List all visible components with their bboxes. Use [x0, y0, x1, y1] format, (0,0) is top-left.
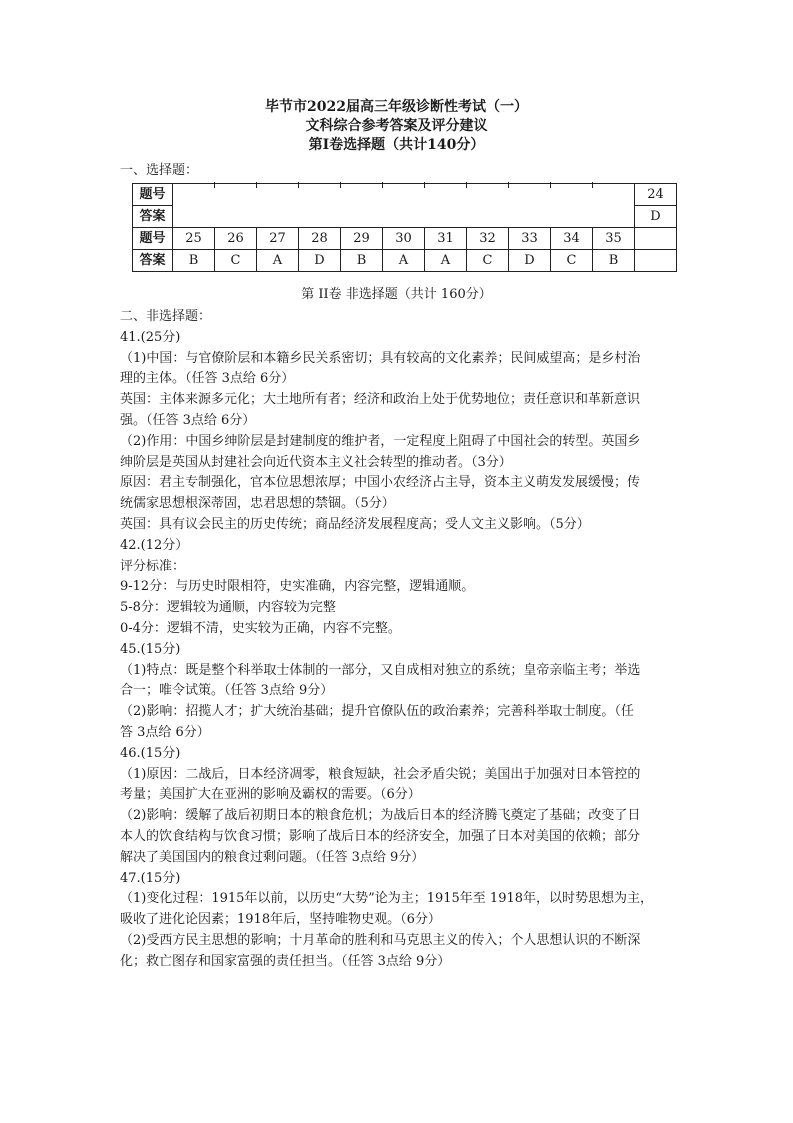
text-line: （1)特点：既是整个科举取士体制的一部分，又自成相对独立的系统；皇帝亲临主考；举选 — [120, 662, 641, 678]
question-number: 30 — [383, 228, 425, 250]
tick-mark — [592, 182, 593, 188]
row-label-question: 题号 — [133, 228, 173, 250]
tick-mark — [466, 182, 467, 188]
text-line: 英国：主体来源多元化；大土地所有者；经济和政治上处于优势地位；责任意识和革新意识 — [120, 392, 641, 408]
table-row — [133, 206, 677, 228]
tick-mark — [256, 182, 257, 188]
question-number: 34 — [551, 228, 593, 250]
text-line: 42.(12分） — [120, 537, 189, 553]
question-number: 28 — [299, 228, 341, 250]
text-line: 0-4分：逻辑不清，史实较为正确，内容不完整。 — [120, 620, 401, 636]
text-line: 45.(15分) — [120, 641, 181, 657]
text-line: （2)受西方民主思想的影响；十月革命的胜利和马克思主义的传入；个人思想认识的不断深 — [120, 932, 641, 948]
answer-cell: C — [551, 250, 593, 272]
row-label-question: 题号 — [133, 184, 173, 206]
text-line: （2)作用：中国乡绅阶层是封建制度的维护者，一定程度上阻碍了中国社会的转型。英国乡 — [120, 433, 641, 449]
text-line: （2)影响：缓解了战后初期日本的粮食危机；为战后日本的经济腾飞奠定了基础；改变了日 — [120, 808, 641, 824]
question-number: 35 — [593, 228, 635, 250]
blank-cell — [173, 206, 635, 228]
table-row — [133, 228, 677, 250]
text-line: 9-12分：与历史时限相符，史实准确，内容完整，逻辑通顺。 — [120, 579, 475, 595]
text-line: （1)中国：与官僚阶层和本籍乡民关系密切；具有较高的文化素养；民间威望高；是乡村治 — [120, 350, 641, 366]
text-line: 47.(15分) — [120, 870, 181, 886]
question-number: 33 — [509, 228, 551, 250]
text-line: 解决了美国国内的粮食过剩问题。（任答 3点给 9分） — [120, 849, 425, 865]
text-line: 化；救亡图存和国家富强的责任担当。（任答 3点给 9分） — [120, 953, 451, 969]
empty-cell — [635, 228, 677, 250]
text-line: （2)影响：招揽人才；扩大统治基础；提升官僚队伍的政治素养；完善科举取士制度。（任 — [120, 704, 634, 720]
text-line: 强。（任答 3点给 6分） — [120, 412, 256, 428]
tick-mark — [340, 182, 341, 188]
question-number: 27 — [257, 228, 299, 250]
text-line: （1)变化过程：1915年以前，以历史“大势”论为主；1915年至 1918年，以时势思想为主， — [120, 891, 654, 907]
text-line: 评分标准： — [120, 558, 186, 574]
blank-cell — [173, 184, 635, 206]
part1-label: 一、选择题： — [120, 163, 199, 178]
question-number: 31 — [425, 228, 467, 250]
answer-cell: B — [593, 250, 635, 272]
tick-mark — [424, 182, 425, 188]
answer-cell: D — [299, 250, 341, 272]
answer-table — [132, 183, 677, 272]
question-number: 29 — [341, 228, 383, 250]
text-line: 合一；唯令试策。（任答 3点给 9分） — [120, 683, 334, 699]
tick-mark — [298, 182, 299, 188]
tick-mark — [214, 182, 215, 188]
question-number: 32 — [467, 228, 509, 250]
row-label-answer: 答案 — [133, 250, 173, 272]
text-line: 本人的饮食结构与饮食习惯；影响了战后日本的经济安全，加强了日本对美国的依赖；部分 — [120, 828, 641, 844]
text-line: 理的主体。（任答 3点给 6分） — [120, 371, 295, 387]
text-line: 吸收了进化论因素；1918年后，坚持唯物史观。（6分） — [120, 912, 441, 928]
text-line: （1)原因：二战后，日本经济凋零，粮食短缺，社会矛盾尖锐；美国出于加强对日本管控的 — [120, 766, 641, 782]
text-line: 41.(25分) — [120, 329, 181, 345]
title-block — [0, 98, 793, 155]
part2-body — [120, 307, 680, 973]
tick-mark — [550, 182, 551, 188]
answer-cell: B — [173, 250, 215, 272]
text-line: 考量；美国扩大在亚洲的影响及霸权的需要。（6分） — [120, 787, 421, 803]
answer-cell: A — [257, 250, 299, 272]
question-number: 26 — [215, 228, 257, 250]
answer-cell: B — [341, 250, 383, 272]
text-line: 5-8分：逻辑较为通顺，内容较为完整 — [120, 600, 336, 616]
tick-mark — [382, 182, 383, 188]
text-line: 46.(15分) — [120, 745, 181, 761]
text-line: 答 3点给 6分） — [120, 724, 210, 740]
part1-heading: 第I卷选择题（共计140分） — [308, 137, 485, 153]
question-number: 25 — [173, 228, 215, 250]
exam-title: 毕节市2022届高三年级诊断性考试（一） — [265, 99, 528, 115]
row-label-answer: 答案 — [133, 206, 173, 228]
answer-cell: C — [215, 250, 257, 272]
text-line: 绅阶层是英国从封建社会向近代资本主义社会转型的推动者。（3分） — [120, 454, 512, 470]
empty-cell — [635, 250, 677, 272]
table-row — [133, 250, 677, 272]
question-number-24: 24 — [635, 184, 677, 206]
part2-label: 二、非选择题： — [120, 309, 212, 324]
answer-cell: C — [467, 250, 509, 272]
answer-cell: D — [509, 250, 551, 272]
text-line: 原因：君主专制强化，官本位思想浓厚；中国小农经济占主导，资本主义萌发发展缓慢；传 — [120, 475, 641, 491]
answer-cell: A — [383, 250, 425, 272]
answer-cell: A — [425, 250, 467, 272]
answer-key-title: 文科综合参考答案及评分建议 — [305, 118, 488, 134]
text-line: 统儒家思想根深蒂固，忠君思想的禁锢。（5分） — [120, 496, 395, 512]
answer-24: D — [635, 206, 677, 228]
text-line: 英国：具有议会民主的历史传统；商品经济发展程度高；受人文主义影响。（5分） — [120, 516, 590, 532]
part2-heading: 第 II卷 非选择题（共计 160分） — [301, 287, 492, 302]
tick-mark — [508, 182, 509, 188]
